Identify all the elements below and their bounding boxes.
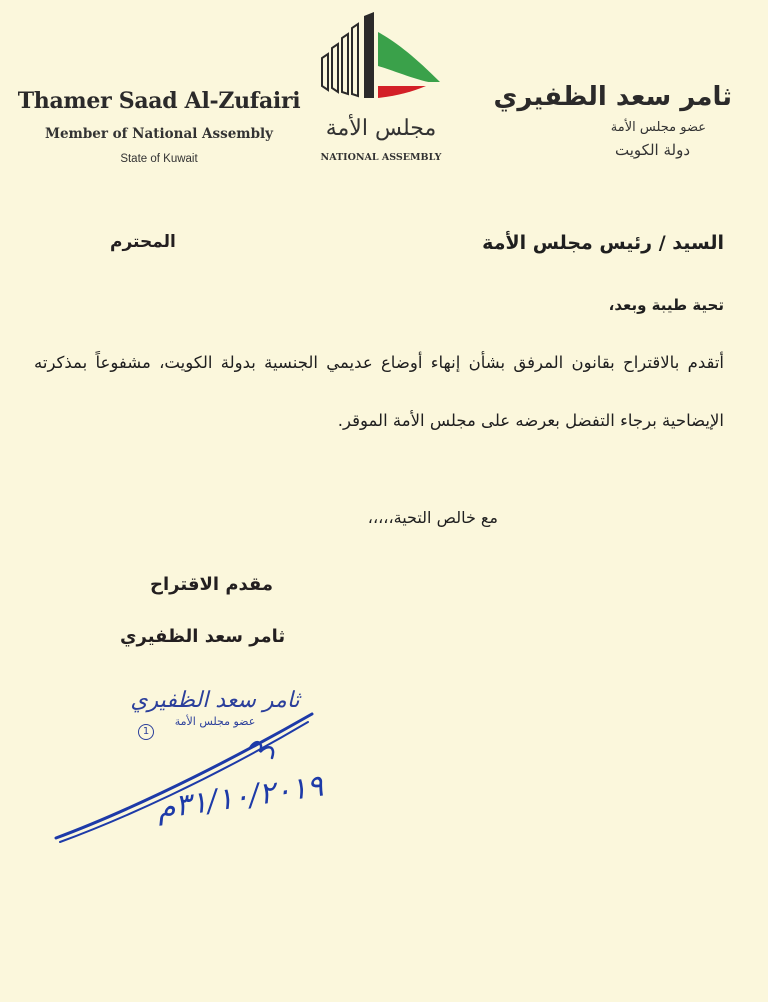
national-assembly-logo: [316, 12, 446, 164]
logo-english-text: NATIONAL ASSEMBLY: [320, 152, 442, 163]
letter-paragraph: أتقدم بالاقتراح بقانون المرفق بشأن إنهاء أوضاع عديمي الجنسية بدولة الكويت، مشفوعاً بمذكرته الإيضاحية برجاء التفضل بعرضه على مجلس الأمة الموقر.: [34, 353, 724, 430]
proposer-name: ثامر سعد الظفيري: [120, 626, 286, 647]
state-ar: دولة الكويت: [615, 141, 690, 159]
signature-date: ٣١/١٠/٢٠١٩م: [154, 768, 326, 827]
assembly-emblem-icon: [316, 12, 446, 112]
stamp-role: عضو مجلس الأمة: [174, 715, 256, 728]
proposer-label: مقدم الاقتراح: [150, 574, 274, 595]
member-role-en: Member of National Assembly: [45, 126, 273, 142]
stamp-name: ثامر سعد الظفيري: [130, 688, 300, 713]
addressee: السيد / رئيس مجلس الأمة: [482, 232, 724, 254]
member-name-en: Thamer Saad Al-Zufairi: [17, 88, 301, 114]
stamp-number: 1: [138, 724, 154, 740]
closing-salutation: مع خالص التحية،،،،،: [367, 508, 498, 527]
logo-arabic-text: مجلس الأمة: [325, 116, 437, 141]
member-role-ar: عضو مجلس الأمة: [610, 120, 706, 135]
state-en: State of Kuwait: [120, 153, 198, 165]
member-name-ar: ثامر سعد الظفيري: [493, 82, 732, 112]
greeting: تحية طيبة وبعد،: [608, 296, 724, 314]
letterhead-arabic: [492, 82, 732, 159]
letterhead-english: [14, 88, 304, 165]
honorific: المحترم: [110, 232, 176, 252]
